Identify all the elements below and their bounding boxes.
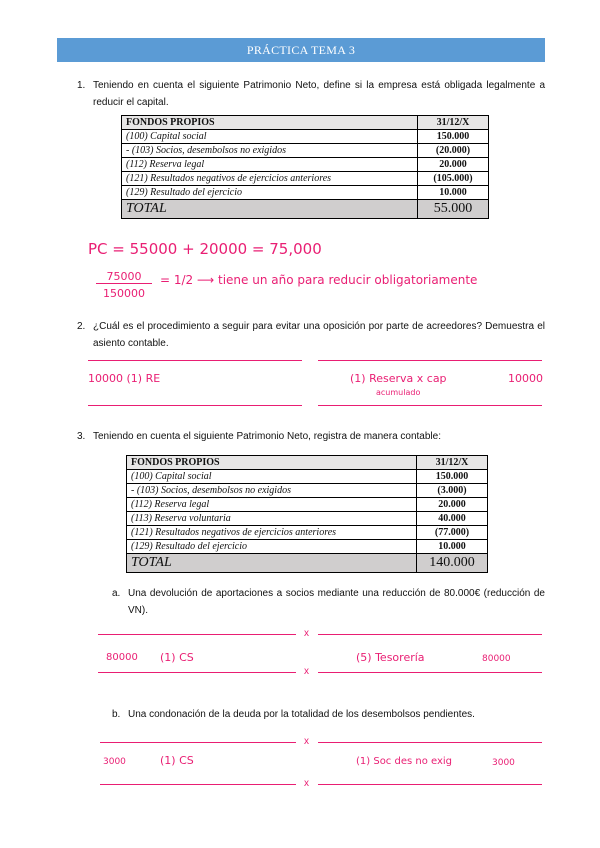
table-col-date: 31/12/X: [417, 456, 488, 470]
table-row: [127, 512, 488, 526]
row-value: 40.000: [417, 512, 488, 526]
entry-line: [318, 405, 542, 406]
handwritten-debit-amount: 3000: [103, 757, 126, 767]
table-row: [127, 526, 488, 540]
entry-line: [318, 784, 542, 785]
table-row: [127, 540, 488, 554]
equity-table-1: [121, 115, 489, 219]
question-text: Teniendo en cuenta el siguiente Patrimonio Neto, registra de manera contable:: [93, 431, 441, 442]
row-concept: (112) Reserva legal: [127, 498, 417, 512]
page-header: PRÁCTICA TEMA 3: [57, 38, 545, 62]
table-row: [122, 144, 489, 158]
handwritten-fraction-denominator: 150000: [103, 287, 145, 300]
subquestion-letter: a.: [112, 588, 121, 599]
row-value: 20.000: [417, 498, 488, 512]
row-value: (105.000): [418, 172, 489, 186]
subquestion-text: Una devolución de aportaciones a socios mediante una reducción de 80.000€ (reducción de VN).: [128, 588, 545, 616]
entry-marker: x: [304, 666, 309, 677]
question-text: ¿Cuál es el procedimiento a seguir para evitar una oposición por parte de acreedores? Demuestra el asiento contable.: [93, 321, 545, 349]
equity-table-2: [126, 455, 488, 573]
entry-line: [98, 634, 296, 635]
row-concept: - (103) Socios, desembolsos no exigidos: [122, 144, 418, 158]
table-row: [122, 172, 489, 186]
handwritten-credit-sub: acumulado: [376, 388, 421, 397]
table-row: [122, 158, 489, 172]
entry-line: [100, 742, 296, 743]
total-label: TOTAL: [127, 554, 417, 573]
table-row: [127, 470, 488, 484]
handwritten-calculation: PC = 55000 + 20000 = 75,000: [88, 240, 322, 258]
table-row: [127, 498, 488, 512]
entry-marker: x: [304, 778, 309, 789]
row-concept: (112) Reserva legal: [122, 158, 418, 172]
question-number: 2.: [77, 321, 86, 332]
entry-line: [88, 405, 302, 406]
row-value: (20.000): [418, 144, 489, 158]
entry-line: [318, 634, 542, 635]
row-concept: (100) Capital social: [122, 130, 418, 144]
handwritten-debit: 10000 (1) RE: [88, 372, 161, 385]
entry-line: [318, 742, 542, 743]
row-concept: - (103) Socios, desembolsos no exigidos: [127, 484, 417, 498]
handwritten-fraction-numerator: 75000: [96, 270, 152, 284]
handwritten-debit-account: (1) CS: [160, 754, 194, 767]
row-concept: (129) Resultado del ejercicio: [127, 540, 417, 554]
handwritten-debit-amount: 80000: [106, 652, 138, 663]
entry-line: [100, 784, 296, 785]
row-concept: (129) Resultado del ejercicio: [122, 186, 418, 200]
table-row: [122, 186, 489, 200]
entry-line: [318, 360, 542, 361]
row-value: 10.000: [418, 186, 489, 200]
entry-line: [318, 672, 542, 673]
subquestion-letter: b.: [112, 709, 121, 720]
handwritten-credit-account: (5) Tesorería: [356, 651, 425, 664]
row-value: 10.000: [417, 540, 488, 554]
row-concept: (113) Reserva voluntaria: [127, 512, 417, 526]
table-header-row: [122, 116, 489, 130]
table-row: [122, 130, 489, 144]
row-concept: (121) Resultados negativos de ejercicios anteriores: [122, 172, 418, 186]
row-concept: (121) Resultados negativos de ejercicios anteriores: [127, 526, 417, 540]
table-col-concept: FONDOS PROPIOS: [122, 116, 418, 130]
row-concept: (100) Capital social: [127, 470, 417, 484]
handwritten-credit-amount: 10000: [508, 372, 543, 385]
entry-line: [88, 360, 302, 361]
table-row: [127, 484, 488, 498]
table-col-date: 31/12/X: [418, 116, 489, 130]
row-value: 150.000: [418, 130, 489, 144]
table-col-concept: FONDOS PROPIOS: [127, 456, 417, 470]
entry-line: [98, 672, 296, 673]
question-number: 1.: [77, 80, 86, 91]
question-number: 3.: [77, 431, 86, 442]
row-value: 20.000: [418, 158, 489, 172]
row-value: 150.000: [417, 470, 488, 484]
total-label: TOTAL: [122, 200, 418, 219]
handwritten-debit-account: (1) CS: [160, 651, 194, 664]
question-2: [77, 318, 545, 352]
total-value: 55.000: [418, 200, 489, 219]
total-value: 140.000: [417, 554, 488, 573]
subquestion-b: [112, 706, 545, 723]
question-text: Teniendo en cuenta el siguiente Patrimonio Neto, define si la empresa está obligada legalmente a reducir el capital.: [93, 80, 545, 108]
table-total-row: [122, 200, 489, 219]
handwritten-credit-amount: 80000: [482, 654, 511, 664]
handwritten-conclusion: = 1/2 ⟶ tiene un año para reducir obligatoriamente: [160, 273, 478, 287]
table-header-row: [127, 456, 488, 470]
row-value: (77.000): [417, 526, 488, 540]
row-value: (3.000): [417, 484, 488, 498]
handwritten-credit-amount: 3000: [492, 758, 515, 768]
question-3: [77, 428, 545, 445]
entry-marker: x: [304, 736, 309, 747]
subquestion-text: Una condonación de la deuda por la totalidad de los desembolsos pendientes.: [128, 709, 475, 720]
entry-marker: x: [304, 628, 309, 639]
handwritten-credit-account: (1) Soc des no exig: [356, 756, 453, 767]
subquestion-a: [112, 585, 545, 619]
question-1: [77, 77, 545, 111]
table-total-row: [127, 554, 488, 573]
handwritten-credit-account: (1) Reserva x cap: [350, 372, 447, 385]
